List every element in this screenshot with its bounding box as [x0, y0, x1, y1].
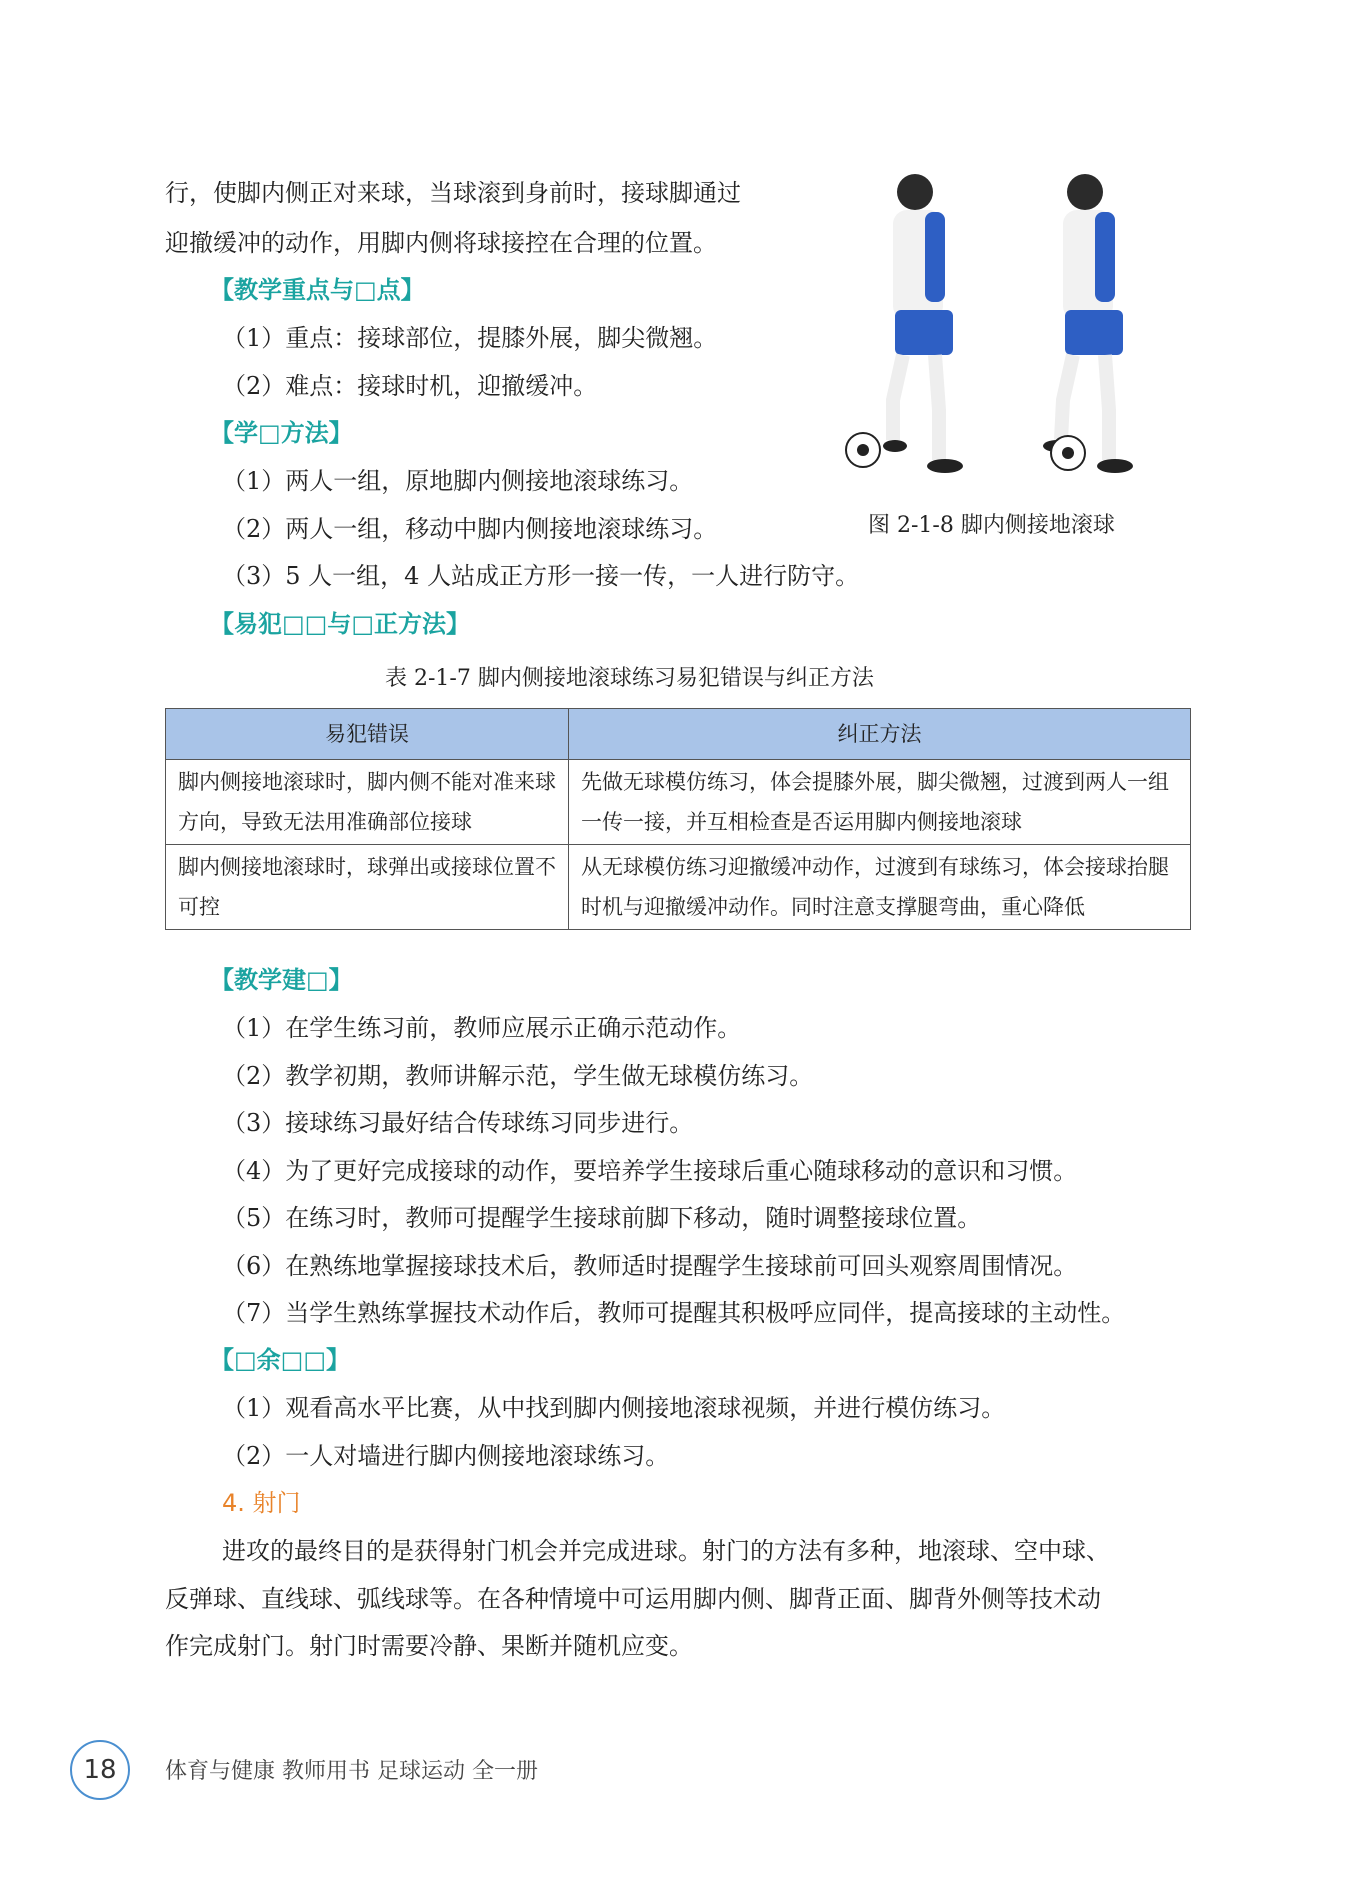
- page-number: 18: [70, 1740, 130, 1800]
- section-paragraph-line: 作完成射门。射门时需要冷静、果断并随机应变。: [165, 1632, 693, 1660]
- table-header-row: [166, 709, 1191, 760]
- suggestion-item: （6）在熟练地掌握接球技术后，教师适时提醒学生接球前可回头观察周围情况。: [222, 1252, 1078, 1280]
- practice-item: （1）两人一组，原地脚内侧接地滚球练习。: [222, 467, 694, 495]
- table-caption: 表 2-1-7 脚内侧接地滚球练习易犯错误与纠正方法: [385, 666, 874, 691]
- suggestion-item: （5）在练习时，教师可提醒学生接球前脚下移动，随时调整接球位置。: [222, 1204, 982, 1232]
- section-paragraph-line: 反弹球、直线球、弧线球等。在各种情境中可运用脚内侧、脚背正面、脚背外侧等技术动: [165, 1585, 1101, 1613]
- table-header: 纠正方法: [569, 709, 1191, 760]
- leisure-item: （2）一人对墙进行脚内侧接地滚球练习。: [222, 1442, 670, 1470]
- suggestion-item: （2）教学初期，教师讲解示范，学生做无球模仿练习。: [222, 1062, 814, 1090]
- section-paragraph-line: 进攻的最终目的是获得射门机会并完成进球。射门的方法有多种，地滚球、空中球、: [222, 1537, 1110, 1565]
- key-point-item: （1）重点：接球部位，提膝外展，脚尖微翘。: [222, 324, 718, 352]
- leisure-item: （1）观看高水平比赛，从中找到脚内侧接地滚球视频，并进行模仿练习。: [222, 1394, 1006, 1422]
- figure-caption: 图 2-1-8 脚内侧接地滚球: [868, 513, 1115, 538]
- errors-table: [165, 708, 1191, 930]
- ball-icon: [1051, 436, 1085, 470]
- practice-item: （2）两人一组，移动中脚内侧接地滚球练习。: [222, 515, 718, 543]
- table-row: [166, 845, 1191, 930]
- leisure-heading: 【□余□□】: [210, 1346, 351, 1374]
- table-cell: 从无球模仿练习迎撤缓冲动作，过渡到有球练习，体会接球抬腿时机与迎撤缓冲动作。同时注意支撑腿弯曲，重心降低: [569, 845, 1191, 930]
- player-image: [883, 174, 963, 473]
- suggestion-item: （3）接球练习最好结合传球练习同步进行。: [222, 1109, 694, 1137]
- suggestion-item: （4）为了更好完成接球的动作，要培养学生接球后重心随球移动的意识和习惯。: [222, 1157, 1078, 1185]
- table-cell: 脚内侧接地滚球时，脚内侧不能对准来球方向，导致无法用准确部位接球: [166, 760, 569, 845]
- intro-line: 行，使脚内侧正对来球，当球滚到身前时，接球脚通过: [165, 179, 741, 207]
- suggestion-item: （1）在学生练习前，教师应展示正确示范动作。: [222, 1014, 742, 1042]
- suggestion-item: （7）当学生熟练掌握技术动作后，教师可提醒其积极呼应同伴，提高接球的主动性。: [222, 1299, 1126, 1327]
- key-points-heading: 【教学重点与□点】: [210, 276, 425, 304]
- intro-line: 迎撤缓冲的动作，用脚内侧将球接控在合理的位置。: [165, 229, 717, 257]
- table-header: 易犯错误: [166, 709, 569, 760]
- table-cell: 先做无球模仿练习，体会提膝外展，脚尖微翘，过渡到两人一组一传一接，并互相检查是否运用脚内侧接地滚球: [569, 760, 1191, 845]
- key-point-item: （2）难点：接球时机，迎撤缓冲。: [222, 372, 598, 400]
- suggestions-heading: 【教学建□】: [210, 966, 353, 994]
- footer-title: 体育与健康 教师用书 足球运动 全一册: [165, 1759, 538, 1784]
- practice-heading: 【学□方法】: [210, 419, 353, 447]
- table-row: [166, 760, 1191, 845]
- player-image: [1043, 174, 1133, 473]
- section-title: 4. 射门: [222, 1489, 301, 1517]
- ball-icon: [846, 433, 880, 467]
- errors-heading: 【易犯□□与□正方法】: [210, 610, 471, 638]
- players-figure: [835, 160, 1175, 500]
- table-cell: 脚内侧接地滚球时，球弹出或接球位置不可控: [166, 845, 569, 930]
- practice-item: （3）5 人一组，4 人站成正方形一接一传，一人进行防守。: [222, 562, 860, 590]
